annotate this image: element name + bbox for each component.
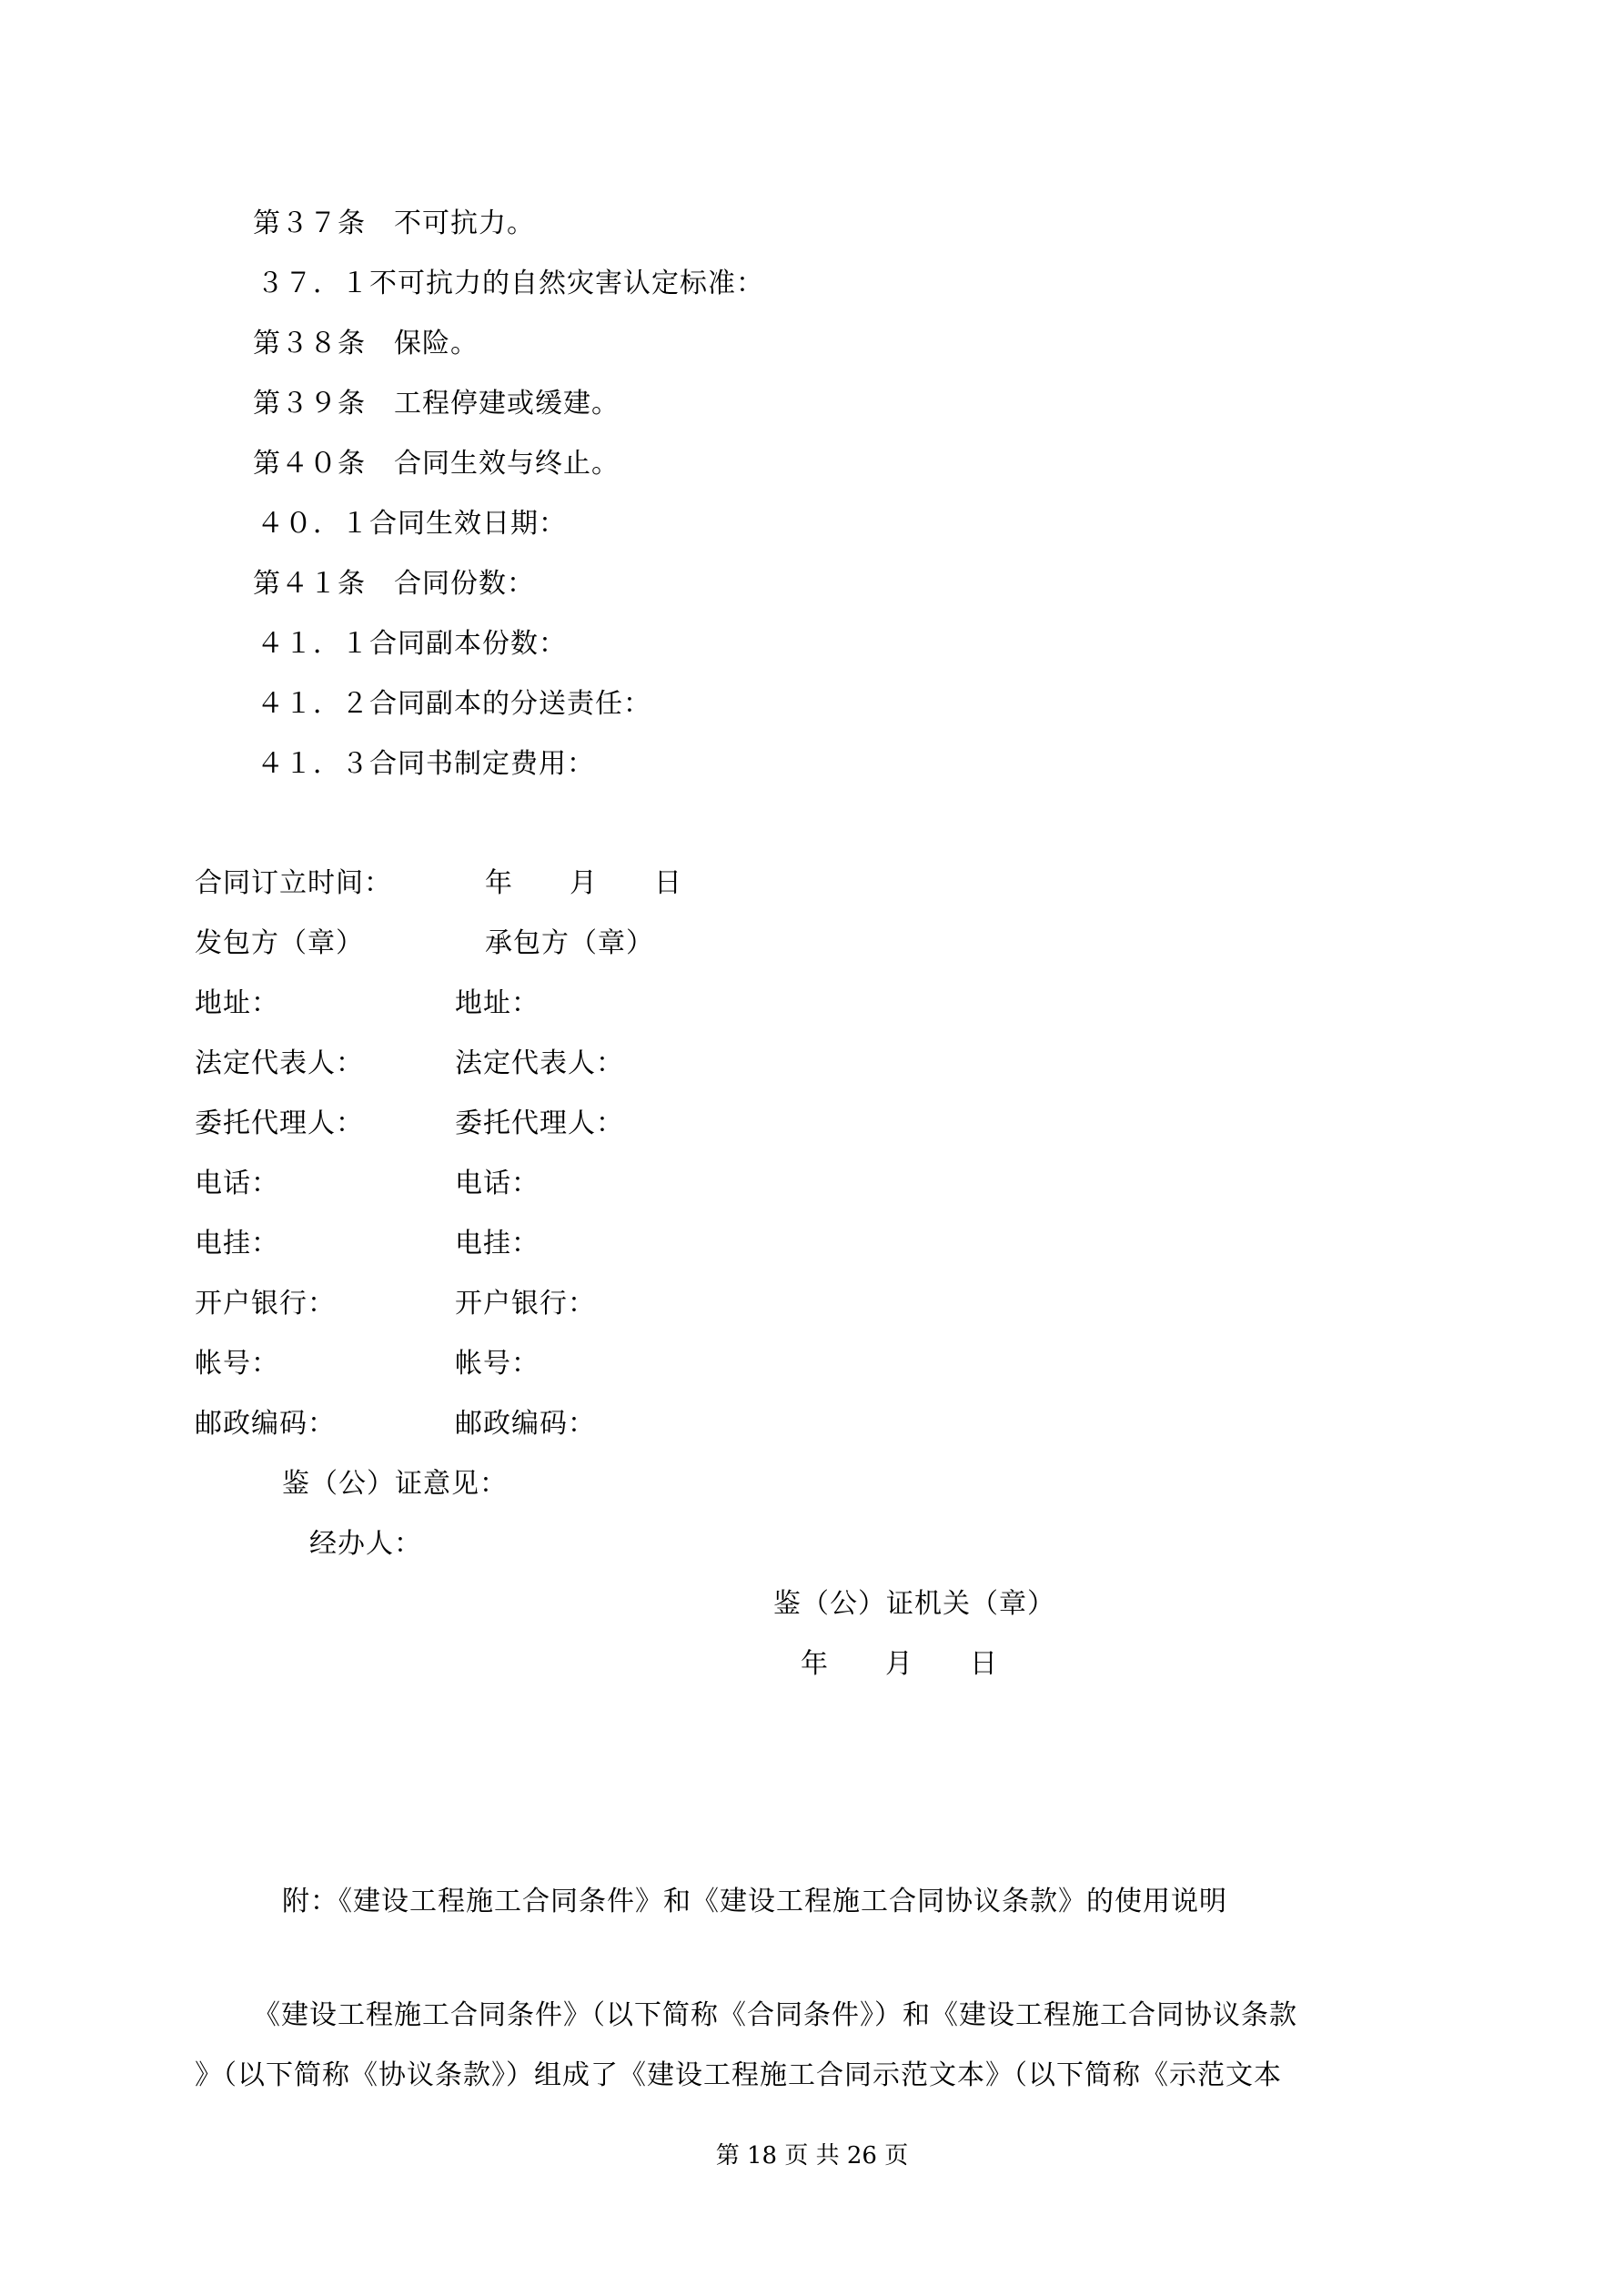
article-41-2: ４１．２合同副本的分送责任： bbox=[257, 688, 651, 720]
field-bank-b: 开户银行： bbox=[455, 1288, 596, 1320]
article-40: 第４０条 合同生效与终止。 bbox=[253, 448, 620, 480]
appendix-paragraph-line-2: 》（以下简称《协议条款》）组成了《建设工程施工合同示范文本》（以下简称《示范文本 bbox=[195, 2059, 1282, 2091]
notarization-authority: 鉴（公）证机关（章） bbox=[773, 1588, 1055, 1620]
field-agent-a: 委托代理人： bbox=[195, 1108, 364, 1139]
field-legal-rep-a: 法定代表人： bbox=[195, 1047, 364, 1079]
notarization-opinion: 鉴（公）证意见： bbox=[282, 1468, 508, 1500]
party-a-label: 发包方（章） bbox=[195, 927, 364, 959]
field-phone-a: 电话： bbox=[195, 1168, 279, 1199]
article-41-1: ４１．１合同副本份数： bbox=[257, 628, 567, 660]
notarization-date: 年 月 日 bbox=[801, 1648, 998, 1680]
party-b-label: 承包方（章） bbox=[485, 927, 654, 959]
field-address-a: 地址： bbox=[195, 987, 279, 1019]
article-41-3: ４１．３合同书制定费用： bbox=[257, 748, 595, 780]
article-41: 第４１条 合同份数： bbox=[253, 568, 535, 600]
page-footer: 第 18 页 共 26 页 bbox=[715, 2142, 909, 2170]
contract-date-label: 合同订立时间： bbox=[195, 867, 392, 899]
field-telegraph-b: 电挂： bbox=[455, 1228, 540, 1259]
article-37-1: ３７．１不可抗力的自然灾害认定标准： bbox=[257, 268, 764, 299]
field-postcode-b: 邮政编码： bbox=[455, 1408, 596, 1440]
appendix-paragraph-line-1: 《建设工程施工合同条件》（以下简称《合同条件》）和《建设工程施工合同协议条款 bbox=[253, 1999, 1297, 2031]
field-phone-b: 电话： bbox=[455, 1168, 540, 1199]
field-telegraph-a: 电挂： bbox=[195, 1228, 279, 1259]
article-40-1: ４０．１合同生效日期： bbox=[257, 508, 567, 540]
field-account-b: 帐号： bbox=[455, 1348, 540, 1380]
contract-date-value: 年 月 日 bbox=[485, 867, 682, 899]
field-legal-rep-b: 法定代表人： bbox=[455, 1047, 624, 1079]
field-account-a: 帐号： bbox=[195, 1348, 279, 1380]
field-bank-a: 开户银行： bbox=[195, 1288, 336, 1320]
article-37: 第３７条 不可抗力。 bbox=[253, 207, 535, 239]
notarization-handler: 经办人： bbox=[309, 1528, 422, 1560]
field-agent-b: 委托代理人： bbox=[455, 1108, 624, 1139]
field-address-b: 地址： bbox=[455, 987, 540, 1019]
article-38: 第３８条 保险。 bbox=[253, 328, 479, 359]
appendix-title: 附：《建设工程施工合同条件》和《建设工程施工合同协议条款》的使用说明 bbox=[282, 1886, 1227, 1917]
article-39: 第３９条 工程停建或缓建。 bbox=[253, 388, 620, 420]
field-postcode-a: 邮政编码： bbox=[195, 1408, 336, 1440]
